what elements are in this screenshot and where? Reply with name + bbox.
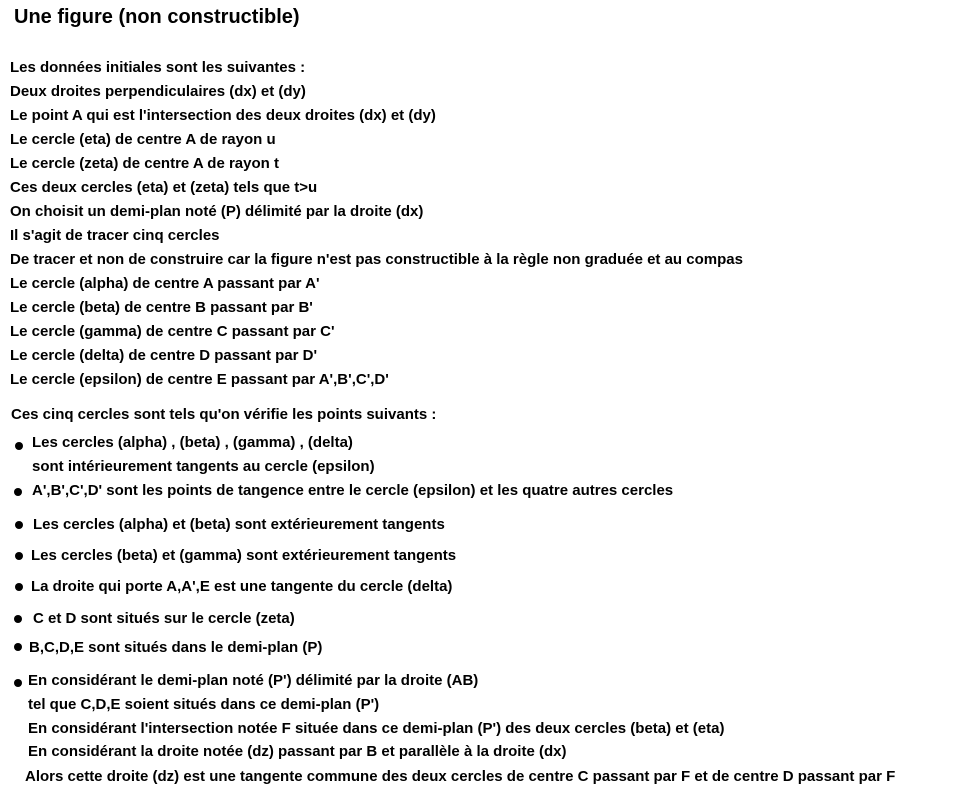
data-line: Il s'agit de tracer cinq cercles — [10, 227, 220, 244]
data-line: De tracer et non de construire car la figure n'est pas constructible à la règle non graduée et au compas — [10, 251, 743, 268]
data-line: Le cercle (beta) de centre B passant par B' — [10, 299, 313, 316]
condition-line: C et D sont situés sur le cercle (zeta) — [33, 610, 295, 627]
condition-line: Les cercles (alpha) et (beta) sont extérieurement tangents — [33, 516, 445, 533]
bullet-icon — [15, 442, 23, 450]
bullet-icon — [14, 643, 22, 651]
condition-line: En considérant le demi-plan noté (P') délimité par la droite (AB) — [28, 672, 479, 689]
condition-line: En considérant l'intersection notée F située dans ce demi-plan (P') des deux cercles (beta) et (eta) — [28, 720, 725, 737]
bullet-icon — [14, 615, 22, 623]
bullet-icon — [15, 552, 23, 560]
condition-line: B,C,D,E sont situés dans le demi-plan (P) — [29, 639, 323, 656]
data-line: Le cercle (eta) de centre A de rayon u — [10, 131, 276, 148]
bullet-icon — [15, 583, 23, 591]
data-line: On choisit un demi-plan noté (P) délimité par la droite (dx) — [10, 203, 424, 220]
condition-line: sont intérieurement tangents au cercle (epsilon) — [32, 458, 375, 475]
data-line: Le point A qui est l'intersection des deux droites (dx) et (dy) — [10, 107, 436, 124]
condition-line: Les cercles (alpha) , (beta) , (gamma) , (delta) — [32, 434, 353, 451]
data-line: Ces deux cercles (eta) et (zeta) tels que t>u — [10, 179, 318, 196]
conditions-intro: Ces cinq cercles sont tels qu'on vérifie les points suivants : — [11, 406, 437, 423]
condition-line: A',B',C',D' sont les points de tangence entre le cercle (epsilon) et les quatre autres cercles — [32, 482, 674, 499]
bullet-icon — [15, 521, 23, 529]
data-line: Le cercle (zeta) de centre A de rayon t — [10, 155, 279, 172]
condition-line: tel que C,D,E soient situés dans ce demi-plan (P') — [28, 696, 380, 713]
condition-line: En considérant la droite notée (dz) passant par B et parallèle à la droite (dx) — [28, 743, 567, 760]
bullet-icon — [14, 679, 22, 687]
conclusion: Alors cette droite (dz) est une tangente commune des deux cercles de centre C passant par F et de centre D passant par F — [25, 768, 896, 785]
intro-line: Les données initiales sont les suivantes : — [10, 59, 306, 76]
data-line: Le cercle (alpha) de centre A passant par A' — [10, 275, 320, 292]
data-line: Deux droites perpendiculaires (dx) et (dy) — [10, 83, 306, 100]
condition-line: La droite qui porte A,A',E est une tangente du cercle (delta) — [31, 578, 453, 595]
bullet-icon — [14, 488, 22, 496]
data-line: Le cercle (gamma) de centre C passant par C' — [10, 323, 335, 340]
data-line: Le cercle (delta) de centre D passant par D' — [10, 347, 318, 364]
data-line: Le cercle (epsilon) de centre E passant par A',B',C',D' — [10, 371, 389, 388]
page-title: Une figure (non constructible) — [14, 6, 300, 28]
condition-line: Les cercles (beta) et (gamma) sont extérieurement tangents — [31, 547, 457, 564]
